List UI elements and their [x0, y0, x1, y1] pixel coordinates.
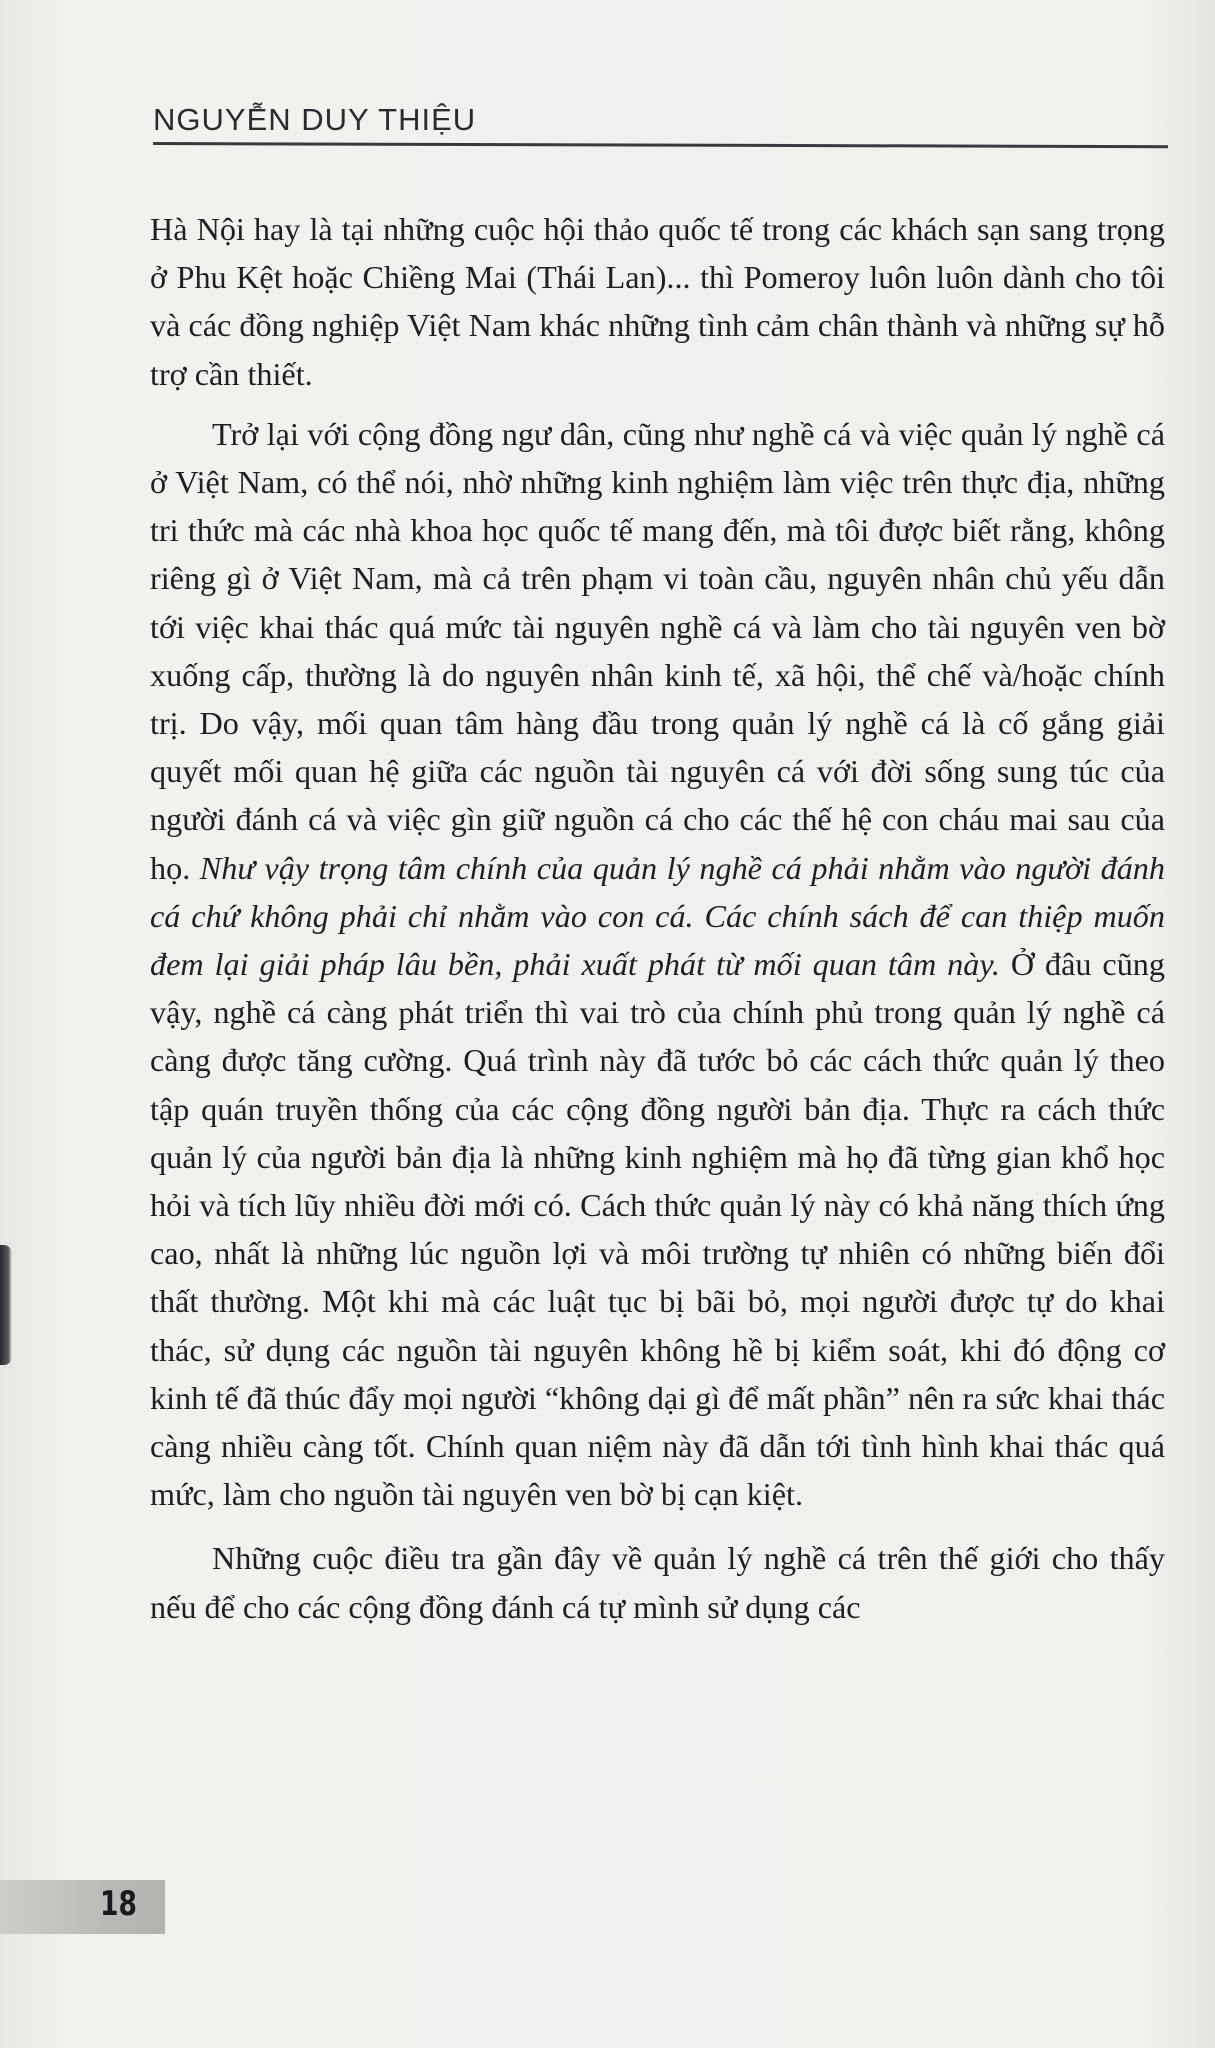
running-header: NGUYỄN DUY THIỆU	[153, 102, 477, 137]
page-number-tab	[0, 1880, 165, 1934]
paragraph-1: Hà Nội hay là tại những cuộc hội thảo quốc tế trong các khách sạn sang trọng ở Phu Kệt hoặc Chiềng Mai (Thái Lan)... thì Pomeroy luôn luôn dành cho tôi và các đồng nghiệp Việt Nam khác những tình cảm chân thành và những sự hỗ trợ cần thiết.	[150, 211, 1165, 392]
paragraph-2-end: Ở đâu cũng vậy, nghề cá càng phát triển thì vai trò của chính phủ trong quản lý nghề cá càng được tăng cường. Quá trình này đã tước bỏ các cách thức quản lý theo tập quán truyền thống của các cộng đồng người bản địa. Thực ra cách thức quản lý của người bản địa là những kinh nghiệm mà họ đã từng gian khổ học hỏi và tích lũy nhiều đời mới có. Cách thức quản lý này có khả năng thích ứng cao, nhất là những lúc nguồn lợi và môi trường tự nhiên có những biến đổi thất thường. Một khi mà các luật tục bị bãi bỏ, mọi người được tự do khai thác, sử dụng các nguồn tài nguyên không hề bị kiểm soát, khi đó động cơ kinh tế đã thúc đẩy mọi người “không dại gì để mất phần” nên ra sức khai thác càng nhiều càng tốt. Chính quan niệm này đã dẫn tới tình hình khai thác quá mức, làm cho nguồn tài nguyên ven bờ bị cạn kiệt.	[150, 946, 1165, 1513]
body-text	[150, 205, 1165, 1631]
paragraph-3: Những cuộc điều tra gần đây về quản lý nghề cá trên thế giới cho thấy nếu để cho các cộng đồng đánh cá tự mình sử dụng các	[150, 1540, 1165, 1625]
page-edge-shadow	[0, 1245, 12, 1365]
header-rule	[153, 142, 1168, 148]
paragraph-2	[150, 410, 1165, 1519]
paragraph-2-start: Trở lại với cộng đồng ngư dân, cũng như nghề cá và việc quản lý nghề cá ở Việt Nam, có thể nói, nhờ những kinh nghiệm làm việc trên thực địa, những tri thức mà các nhà khoa học quốc tế mang đến, mà tôi được biết rằng, không riêng gì ở Việt Nam, mà cả trên phạm vi toàn cầu, nguyên nhân chủ yếu dẫn tới việc khai thác quá mức tài nguyên nghề cá và làm cho tài nguyên ven bờ xuống cấp, thường là do nguyên nhân kinh tế, xã hội, thể chế và/hoặc chính trị. Do vậy, mối quan tâm hàng đầu trong quản lý nghề cá là cố gắng giải quyết mối quan hệ giữa các nguồn tài nguyên cá với đời sống sung túc của người đánh cá và việc gìn giữ nguồn cá cho các thế hệ con cháu mai sau của họ.	[150, 415, 1165, 886]
paragraph-2-italic: Như vậy trọng tâm chính của quản lý nghề cá phải nhằm vào người đánh cá chứ không phải chỉ nhằm vào con cá. Các chính sách để can thiệp muốn đem lại giải pháp lâu bền, phải xuất phát từ mối quan tâm này.	[150, 849, 1165, 983]
page-number: 18	[100, 1884, 137, 1924]
